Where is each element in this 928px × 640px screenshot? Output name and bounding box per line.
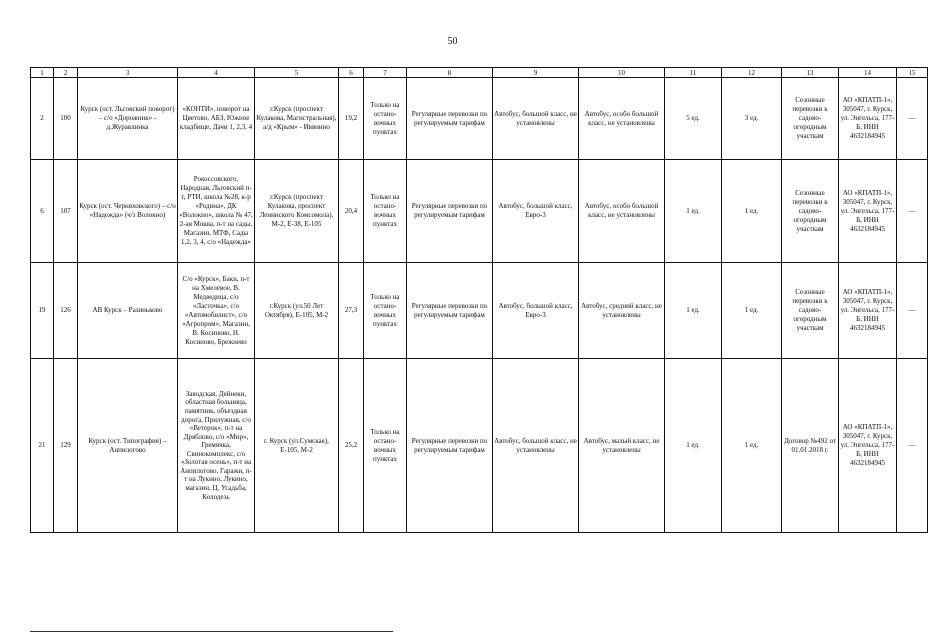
vehicle-class-cell: Автобус, большой класс, Евро-3 [493, 263, 579, 359]
streets-cell: г. Курск (ул.Сумская), Е-105, М-2 [255, 359, 339, 533]
vehicle-class-alt-cell: Автобус, средний класс, не установлены [579, 263, 665, 359]
route-name-cell: Курск (ост. Льговский поворот) – с/о «Дорожник» - д.Журавлинка [78, 78, 178, 160]
extra-cell: — [897, 78, 928, 160]
footnote-divider [30, 631, 393, 632]
vehicle-count-cell: 5 ед. [665, 78, 722, 160]
route-number-cell: 107 [54, 160, 78, 263]
column-header: 12 [722, 68, 782, 78]
stops-cell: Рокоссовского, Народная, Льговский п-т, РТИ, школа №28, к-р «Родина», ДК «Волокно», школа № 47, 2-ая Моква, п-т на сады, Магазин, МТФ, Сады 1,2, 3, 4, с/о «Надежда» [178, 160, 255, 263]
column-header: 15 [897, 68, 928, 78]
extra-cell: — [897, 359, 928, 533]
table-row [31, 263, 928, 359]
notes-cell: Договор №492 от 01.01.2018 г. [782, 359, 839, 533]
header-row [31, 68, 928, 78]
route-index-cell: 6 [31, 160, 54, 263]
route-name-cell: АВ Курск – Разиньково [78, 263, 178, 359]
column-header: 14 [839, 68, 897, 78]
route-index-cell: 2 [31, 78, 54, 160]
length-cell: 25,2 [339, 359, 364, 533]
vehicle-count-cell: 1 ед. [665, 359, 722, 533]
vehicle-count-alt-cell: 3 ед. [722, 78, 782, 160]
vehicle-class-cell: Автобус, большой класс, не установлены [493, 359, 579, 533]
route-index-cell: 19 [31, 263, 54, 359]
column-header: 10 [579, 68, 665, 78]
column-header: 4 [178, 68, 255, 78]
stops-cell: «КОНТИ», поворот на Цветово, АБЗ, Южное кладбище, Дачи 1, 2,3, 4 [178, 78, 255, 160]
notes-cell: Сезонные перевозки к садово-огородным участкам [782, 263, 839, 359]
page-number: 50 [447, 36, 458, 47]
notes-cell: Сезонные перевозки к садово-огородным участкам [782, 160, 839, 263]
vehicle-count-alt-cell: 1 ед. [722, 263, 782, 359]
column-header: 6 [339, 68, 364, 78]
vehicle-class-alt-cell: Автобус, особо большой класс, не установлены [579, 78, 665, 160]
vehicle-count-cell: 1 ед. [665, 263, 722, 359]
column-header: 8 [407, 68, 493, 78]
carrier-cell: АО «КПАТП-1», 305047, г. Курск, ул. Энгельса, 177-Б, ИНН 4632184945 [839, 78, 897, 160]
transport-type-cell: Регулярные перевозки по регулируемым тарифам [407, 263, 493, 359]
transport-type-cell: Регулярные перевозки по регулируемым тарифам [407, 359, 493, 533]
route-index-cell: 21 [31, 359, 54, 533]
streets-cell: г.Курск (проспект Кулакова, Магистральная), а/д «Крым» - Ивянино [255, 78, 339, 160]
column-header: 13 [782, 68, 839, 78]
streets-cell: г.Курск (ул.50 Лет Октября), Е-105, М-2 [255, 263, 339, 359]
route-number-cell: 129 [54, 359, 78, 533]
stops-cell: С/о «Курск», Баки, п-т на Хмелевое, В. Медведица, с/о «Ласточка», с/о «Автомобилист», с/о «Агропром», Магазин, В. Косиново, Н. Косиново, Брежнево [178, 263, 255, 359]
column-header: 3 [78, 68, 178, 78]
routes-table [30, 67, 928, 533]
carrier-cell: АО «КПАТП-1», 305047, г. Курск, ул. Энгельса, 177-Б, ИНН 4632184945 [839, 263, 897, 359]
route-name-cell: Курск (ост. Черняховского) – с/о «Надежда» (ч/з Волокно) [78, 160, 178, 263]
length-cell: 27,3 [339, 263, 364, 359]
column-header: 2 [54, 68, 78, 78]
column-header: 9 [493, 68, 579, 78]
boarding-cell: Только на остано-вочных пунктах [364, 160, 407, 263]
column-header: 11 [665, 68, 722, 78]
route-number-cell: 100 [54, 78, 78, 160]
transport-type-cell: Регулярные перевозки по регулируемым тарифам [407, 78, 493, 160]
vehicle-class-cell: Автобус, большой класс, не установлены [493, 78, 579, 160]
column-header: 5 [255, 68, 339, 78]
notes-cell: Сезонные перевозки к садово-огородным участкам [782, 78, 839, 160]
table-row [31, 160, 928, 263]
carrier-cell: АО «КПАТП-1», 305047, г. Курск, ул. Энгельса, 177-Б, ИНН 4632184945 [839, 160, 897, 263]
vehicle-count-cell: 1 ед. [665, 160, 722, 263]
route-name-cell: Курск (ост. Типография) – Анпилогово [78, 359, 178, 533]
extra-cell: — [897, 160, 928, 263]
carrier-cell: АО «КПАТП-1», 305047, г. Курск, ул. Энгельса, 177-Б, ИНН 4632184945 [839, 359, 897, 533]
length-cell: 20,4 [339, 160, 364, 263]
length-cell: 19,2 [339, 78, 364, 160]
vehicle-class-alt-cell: Автобус, малый класс, не установлены [579, 359, 665, 533]
table-row [31, 78, 928, 160]
route-number-cell: 126 [54, 263, 78, 359]
stops-cell: Заводская, Дейнеки, областная больница, памятник, объездная дорога, Прилужная, с/о «Ветерок», п-т на Дряблово, с/о «Мир», Гремячка, Свинокомплекс, с/о «Золотая осень», п-т на Анпилогово, Гаражи, п-т на Лукино, Лукино, магазин, Ц. Усадьба, Колодезь [178, 359, 255, 533]
boarding-cell: Только на остано-вочных пунктах [364, 359, 407, 533]
streets-cell: г.Курск (проспект Кулакова, проспект Ленинского Комсомола), М-2, Е-38, Е-105 [255, 160, 339, 263]
column-header: 7 [364, 68, 407, 78]
extra-cell: — [897, 263, 928, 359]
transport-type-cell: Регулярные перевозки по регулируемым тарифам [407, 160, 493, 263]
vehicle-count-alt-cell: 1 ед. [722, 160, 782, 263]
boarding-cell: Только на остано-вочных пунктах [364, 78, 407, 160]
column-header: 1 [31, 68, 54, 78]
table-row [31, 359, 928, 533]
vehicle-count-alt-cell: 1 ед. [722, 359, 782, 533]
vehicle-class-alt-cell: Автобус, особо большой класс, не установлены [579, 160, 665, 263]
vehicle-class-cell: Автобус, большой класс, Евро-3 [493, 160, 579, 263]
boarding-cell: Только на остано-вочных пунктах [364, 263, 407, 359]
